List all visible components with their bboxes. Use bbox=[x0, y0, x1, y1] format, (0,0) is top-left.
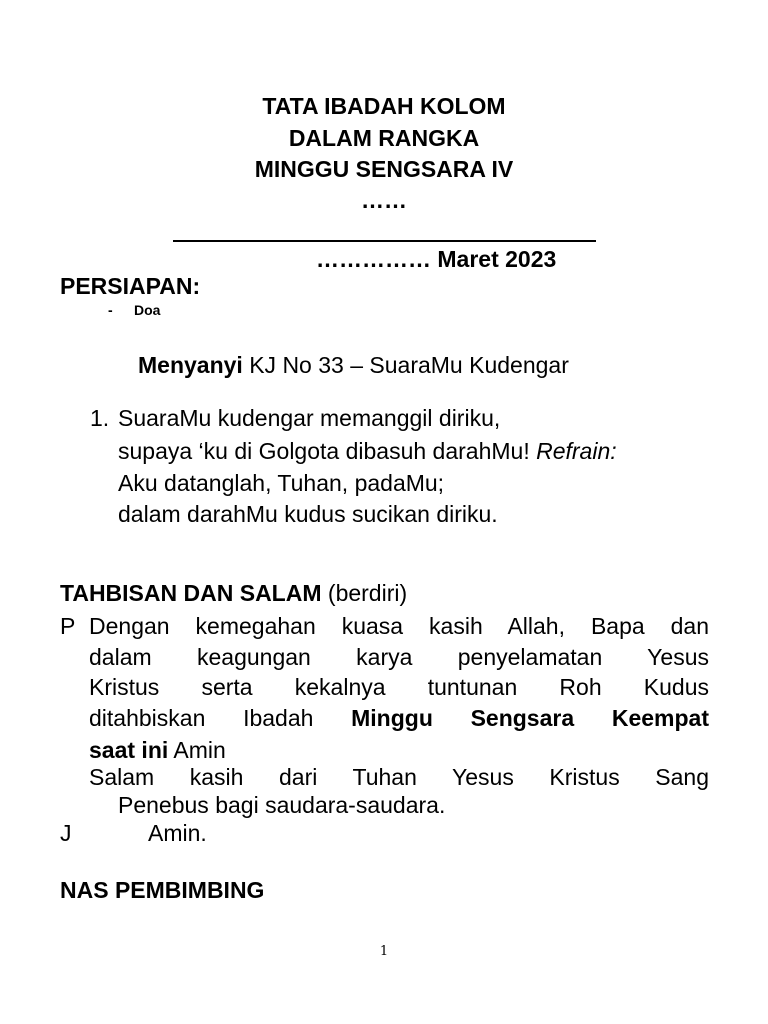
salam-line-1: Salam kasih dari Tuhan Yesus Kristus Sang bbox=[89, 764, 709, 790]
tahbisan-heading: TAHBISAN DAN SALAM bbox=[60, 580, 322, 606]
p-line-1: Dengan kemegahan kuasa kasih Allah, Bapa dan bbox=[89, 613, 709, 639]
persiapan-item: Doa bbox=[134, 302, 161, 318]
p-line-2: dalam keagungan karya penyelamatan Yesus bbox=[89, 644, 709, 670]
song-line-3: Aku datanglah, Tuhan, padaMu; bbox=[118, 470, 445, 496]
title-line-3: MINGGU SENGSARA IV bbox=[254, 156, 514, 182]
song-line-2 bbox=[118, 437, 617, 465]
persiapan-heading: PERSIAPAN: bbox=[60, 273, 201, 299]
p-line-3: Kristus serta kekalnya tuntunan Roh Kudus bbox=[89, 674, 709, 700]
song-verb: Menyanyi bbox=[138, 352, 243, 378]
song-heading bbox=[138, 351, 569, 379]
persiapan-bullet: - bbox=[108, 302, 113, 318]
song-refrain-label: Refrain: bbox=[536, 438, 617, 464]
p-line-4 bbox=[89, 704, 709, 732]
p-line-5-text: Amin bbox=[168, 737, 226, 763]
nas-heading: NAS PEMBIMBING bbox=[60, 877, 265, 903]
title-underline bbox=[173, 240, 596, 242]
title-line-2: DALAM RANGKA bbox=[288, 125, 480, 151]
tahbisan-heading-line bbox=[60, 579, 407, 607]
salam-line-2: Penebus bagi saudara-saudara. bbox=[118, 792, 446, 818]
song-verse-number: 1. bbox=[90, 405, 110, 431]
speaker-p-label: P bbox=[60, 613, 76, 639]
p-line-4-text: ditahbiskan Ibadah bbox=[89, 705, 352, 731]
song-title: KJ No 33 – SuaraMu Kudengar bbox=[242, 352, 569, 378]
song-line-4: dalam darahMu kudus sucikan diriku. bbox=[118, 501, 498, 527]
date-line: …………… Maret 2023 bbox=[316, 246, 557, 272]
title-line-1: TATA IBADAH KOLOM bbox=[262, 93, 506, 119]
page-number: 1 bbox=[379, 944, 389, 959]
speaker-j-label: J bbox=[60, 820, 72, 846]
p-line-4-bold: Minggu Sengsara Keempat bbox=[351, 705, 709, 731]
song-line-2-text: supaya ‘ku di Golgota dibasuh darahMu! bbox=[118, 438, 537, 464]
tahbisan-note: (berdiri) bbox=[321, 580, 408, 606]
p-line-5 bbox=[89, 736, 226, 764]
title-dots: …… bbox=[361, 187, 407, 213]
song-line-1: SuaraMu kudengar memanggil diriku, bbox=[118, 405, 501, 431]
p-line-5-bold: saat ini bbox=[89, 737, 169, 763]
j-response: Amin. bbox=[148, 820, 207, 846]
